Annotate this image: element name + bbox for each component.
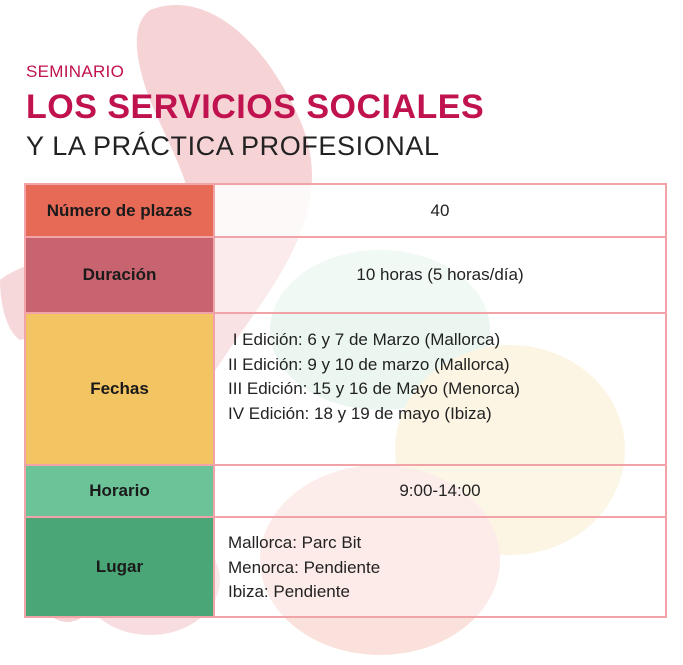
plazas-value: 40 [214, 184, 666, 237]
plazas-label: Número de plazas [25, 184, 214, 237]
lugar-line: Menorca: Pendiente [228, 557, 381, 577]
row-plazas [25, 184, 666, 237]
row-duracion [25, 237, 666, 313]
lugar-line: Mallorca: Parc Bit [228, 533, 362, 553]
duracion-label: Duración [25, 237, 214, 313]
row-fechas [25, 313, 666, 465]
horario-value: 9:00-14:00 [214, 465, 666, 517]
seminar-subtitle: Y LA PRÁCTICA PROFESIONAL [26, 131, 440, 161]
seminar-info-table [24, 183, 667, 618]
fechas-line: II Edición: 9 y 10 de marzo (Mallorca) [228, 354, 510, 374]
horario-label: Horario [25, 465, 214, 517]
lugar-value [214, 517, 666, 617]
duracion-value: 10 horas (5 horas/día) [214, 237, 666, 313]
lugar-line: Ibiza: Pendiente [228, 582, 350, 602]
seminar-title: LOS SERVICIOS SOCIALES [26, 88, 485, 126]
seminar-kicker: SEMINARIO [26, 62, 125, 81]
header [26, 62, 484, 162]
fechas-line: IV Edición: 18 y 19 de mayo (Ibiza) [228, 403, 492, 423]
row-lugar [25, 517, 666, 617]
fechas-line: I Edición: 6 y 7 de Marzo (Mallorca) [228, 330, 501, 349]
fechas-line: III Edición: 15 y 16 de Mayo (Menorca) [228, 379, 520, 398]
fechas-value [214, 313, 666, 465]
row-horario [25, 465, 666, 517]
lugar-label: Lugar [25, 517, 214, 617]
fechas-label: Fechas [25, 313, 214, 465]
